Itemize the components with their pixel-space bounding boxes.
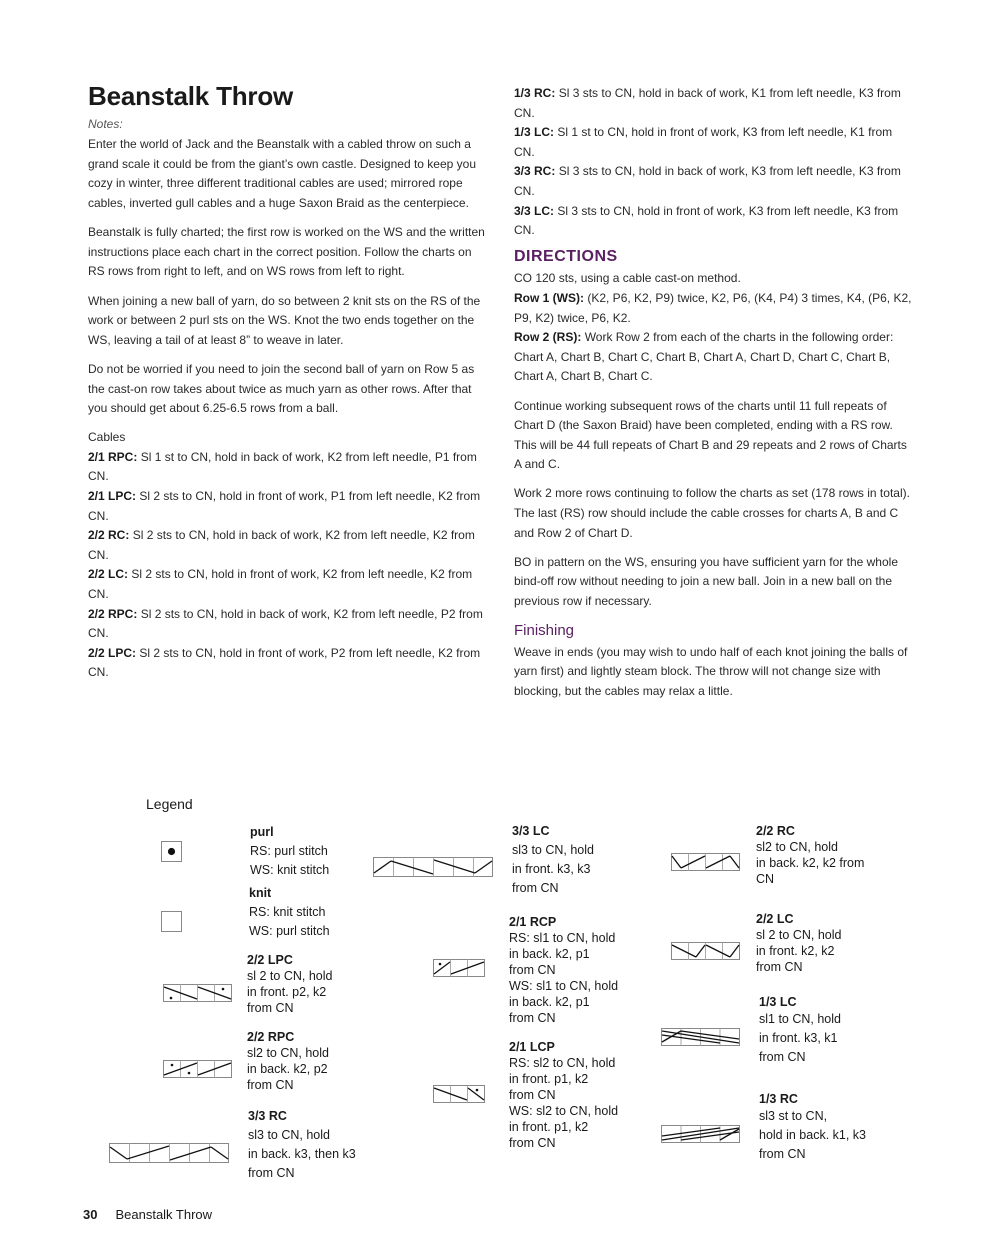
legend-line: RS: sl1 to CN, hold <box>509 931 616 945</box>
legend-line: WS: knit stitch <box>250 863 330 877</box>
directions-heading: DIRECTIONS <box>514 247 618 265</box>
legend-line: WS: purl stitch <box>249 924 330 938</box>
finishing-heading: Finishing <box>514 622 575 640</box>
cable-name: 1/3 LC: <box>514 125 555 140</box>
left-column <box>88 80 488 683</box>
rcp-2-1-symbol-icon <box>433 959 485 977</box>
legend-rc-1-3 <box>759 1091 866 1162</box>
directions-paragraph: Work 2 more rows continuing to follow the charts as set (178 rows in total). The last (RS) row should include the cable crosses for charts A, B and C and Row 2 of Chart D. <box>514 486 910 540</box>
legend-line: sl3 to CN, hold <box>248 1128 330 1142</box>
legend-line: WS: sl1 to CN, hold <box>509 979 619 993</box>
legend-rcp-2-1 <box>509 914 618 1026</box>
cable-name: 1/3 RC: <box>514 86 556 100</box>
rc-1-3-symbol-icon <box>661 1125 740 1143</box>
cable-name: 2/2 LPC: <box>88 645 137 660</box>
legend-line: in back. k2, p1 <box>509 995 590 1009</box>
legend-line: in front. p2, k2 <box>247 985 327 999</box>
legend-name: 3/3 LC <box>512 824 550 838</box>
legend-line: RS: sl2 to CN, hold <box>509 1056 616 1070</box>
legend-name: purl <box>250 825 274 839</box>
cable-definition <box>88 605 488 644</box>
legend-line: from CN <box>509 1011 556 1025</box>
legend-line: in back. k2, k2 from <box>756 856 865 870</box>
cable-name: 3/3 RC: <box>514 164 556 179</box>
notes-label: Notes: <box>88 116 123 131</box>
legend-line: from CN <box>248 1166 295 1180</box>
notes-paragraph: Enter the world of Jack and the Beanstalk with a cabled throw on such a grand scale it could be from the giant’s own castle. Designed to keep you cozy in winter, three different traditional cables are used; mirrored rope cables, inverted gull cables and a huge Saxon Braid as the centerpiece. <box>88 137 477 210</box>
legend-name: 1/3 RC <box>759 1092 798 1106</box>
legend-name: 2/1 RCP <box>509 915 557 929</box>
legend-title: Legend <box>146 796 193 812</box>
legend-purl <box>250 824 329 878</box>
legend-line: in back. k2, p2 <box>247 1062 328 1076</box>
cables-heading: Cables <box>88 430 126 445</box>
cable-definition <box>88 526 488 565</box>
cable-definition <box>514 84 914 123</box>
legend-name: 2/2 RPC <box>247 1030 295 1044</box>
legend-line: from CN <box>509 1136 556 1150</box>
legend-line: from CN <box>756 960 803 974</box>
legend-line: from CN <box>509 1088 556 1102</box>
cast-on-line: CO 120 sts, using a cable cast-on method. <box>514 271 741 286</box>
purl-symbol-icon <box>161 841 182 862</box>
legend-line: from CN <box>759 1147 806 1161</box>
legend-line: in front. k3, k3 <box>512 862 591 876</box>
cable-definition <box>514 202 914 241</box>
page-title: Beanstalk Throw <box>88 81 294 111</box>
legend-line: RS: knit stitch <box>249 905 326 919</box>
notes-paragraph: Beanstalk is fully charted; the first row is worked on the WS and the written instructions place each chart in the correct position. Follow the charts on RS rows from right to left, and on WS rows from left to right. <box>88 225 485 279</box>
legend-line: sl1 to CN, hold <box>759 1012 841 1026</box>
cable-text: Sl 1 st to CN, hold in front of work, K3 from left needle, K1 from CN. <box>514 125 893 159</box>
finishing-text: Weave in ends (you may wish to undo half of each knot joining the balls of yarn first) and lightly steam block. The throw will not change size with blocking, but the cables may relax a little. <box>514 644 908 698</box>
row-1-instruction <box>514 289 914 328</box>
legend-rpc-2-2 <box>247 1029 329 1093</box>
legend-lc-3-3 <box>512 823 594 896</box>
notes-paragraph: When joining a new ball of yarn, do so between 2 knit sts on the RS of the work or between 2 purl sts on the WS. Knot the two ends together on the WS, leaving a tail of at least 8” to weave in later. <box>88 293 481 347</box>
legend-name: 1/3 LC <box>759 995 797 1009</box>
legend-line: from CN <box>759 1050 806 1064</box>
legend-lc-2-2 <box>756 911 841 975</box>
legend-name: knit <box>249 886 272 900</box>
legend-line: RS: purl stitch <box>250 844 328 858</box>
right-column <box>514 84 914 702</box>
cable-name: 2/1 LPC: <box>88 489 137 504</box>
row-label: Row 2 (RS): <box>514 330 582 345</box>
legend-knit <box>249 885 330 939</box>
legend-name: 2/2 LC <box>756 912 794 926</box>
legend-line: from CN <box>512 881 559 895</box>
cable-name: 3/3 LC: <box>514 203 555 218</box>
cable-text: Sl 3 sts to CN, hold in back of work, K3 from left needle, K3 from CN. <box>514 164 901 198</box>
lc-3-3-symbol-icon <box>373 857 493 877</box>
page-number: 30 <box>83 1207 98 1222</box>
legend-name: 2/2 RC <box>756 824 795 838</box>
notes-paragraph: Do not be worried if you need to join the second ball of yarn on Row 5 as the cast-on row takes about twice as much yarn as other rows. After that you should get about 6.25-6.5 rows from a ball. <box>88 361 475 416</box>
cable-text: Sl 2 sts to CN, hold in front of work, P1 from left needle, K2 from CN. <box>88 489 481 523</box>
cable-definition <box>88 644 488 683</box>
directions-paragraph: BO in pattern on the WS, ensuring you have sufficient yarn for the whole bind-off row without needing to join a new ball. Join in a new ball on the previous row if necessary. <box>514 554 898 609</box>
legend-line: from CN <box>247 1001 294 1015</box>
rc-2-2-symbol-icon <box>671 853 740 871</box>
legend-line: from CN <box>247 1078 294 1092</box>
rpc-2-2-symbol-icon <box>163 1060 232 1078</box>
legend-name: 2/2 LPC <box>247 953 293 967</box>
legend-line: sl2 to CN, hold <box>756 840 838 854</box>
row-text: Work Row 2 from each of the charts in the following order: Chart A, Chart B, Chart C, Chart B, Chart A, Chart D, Chart C, Chart B, Chart A, Chart B, Chart C. <box>514 330 894 384</box>
legend-line: in back. k2, p1 <box>509 947 590 961</box>
lc-2-2-symbol-icon <box>671 942 740 960</box>
cable-definition <box>88 448 488 487</box>
cable-name: 2/2 RC: <box>88 528 130 543</box>
legend-line: WS: sl2 to CN, hold <box>509 1104 619 1118</box>
cable-text: Sl 1 st to CN, hold in back of work, K2 from left needle, P1 from CN. <box>88 449 477 484</box>
cable-text: Sl 2 sts to CN, hold in back of work, K2 from left needle, K2 from CN. <box>88 528 475 562</box>
legend-line: sl3 to CN, hold <box>512 843 594 857</box>
legend-line: in back. k3, then k3 <box>248 1147 356 1161</box>
cable-definition <box>514 123 914 162</box>
legend-line: sl 2 to CN, hold <box>247 969 333 983</box>
legend-lcp-2-1 <box>509 1039 618 1151</box>
rc-3-3-symbol-icon <box>109 1143 229 1163</box>
row-text: (K2, P6, K2, P9) twice, K2, P6, (K4, P4) 3 times, K4, (P6, K2, P9, K2) twice, P6, K2. <box>514 290 912 325</box>
cable-definition <box>88 565 488 604</box>
legend-line: in front. p1, k2 <box>509 1072 589 1086</box>
legend-line: sl2 to CN, hold <box>247 1046 329 1060</box>
legend-line: in front. p1, k2 <box>509 1120 589 1134</box>
legend-rc-2-2 <box>756 823 864 887</box>
legend-line: sl3 st to CN, <box>759 1109 828 1123</box>
knit-symbol-icon <box>161 911 182 932</box>
legend-line: CN <box>756 872 775 886</box>
legend-line: hold in back. k1, k3 <box>759 1128 867 1142</box>
page-footer <box>83 1207 212 1222</box>
legend-name: 2/1 LCP <box>509 1040 555 1054</box>
cable-text: Sl 3 sts to CN, hold in back of work, K1 from left needle, K3 from CN. <box>514 86 901 120</box>
cable-text: Sl 2 sts to CN, hold in back of work, K2 from left needle, P2 from CN. <box>88 606 483 641</box>
lc-1-3-symbol-icon <box>661 1028 740 1046</box>
cable-text: Sl 2 sts to CN, hold in front of work, P2 from left needle, K2 from CN. <box>88 645 481 680</box>
cable-text: Sl 3 sts to CN, hold in front of work, K3 from left needle, K3 from CN. <box>514 203 899 238</box>
legend-lc-1-3 <box>759 994 841 1065</box>
cable-definition <box>88 487 488 526</box>
legend-rc-3-3 <box>248 1108 356 1181</box>
row-2-instruction <box>514 328 914 387</box>
lpc-2-2-symbol-icon <box>163 984 232 1002</box>
cable-name: 2/1 RPC: <box>88 449 138 464</box>
row-label: Row 1 (WS): <box>514 290 584 305</box>
directions-paragraph: Continue working subsequent rows of the charts until 11 full repeats of Chart D (the Saxon Braid) have been completed, ending with a RS row. This will be 44 full repeats of Chart B and 29 repeats and 2 rows of Charts A and C. <box>514 398 907 472</box>
legend-line: from CN <box>509 963 556 977</box>
cable-name: 2/2 LC: <box>88 567 129 582</box>
cable-text: Sl 2 sts to CN, hold in front of work, K2 from left needle, K2 from CN. <box>88 567 473 602</box>
legend-lpc-2-2 <box>247 952 332 1016</box>
legend-name: 3/3 RC <box>248 1109 287 1123</box>
legend-line: sl 2 to CN, hold <box>756 928 842 942</box>
legend-line: in front. k2, k2 <box>756 944 835 958</box>
lcp-2-1-symbol-icon <box>433 1085 485 1103</box>
running-title: Beanstalk Throw <box>115 1207 213 1222</box>
legend-line: in front. k3, k1 <box>759 1031 838 1045</box>
cable-definition <box>514 162 914 201</box>
cable-name: 2/2 RPC: <box>88 606 138 621</box>
